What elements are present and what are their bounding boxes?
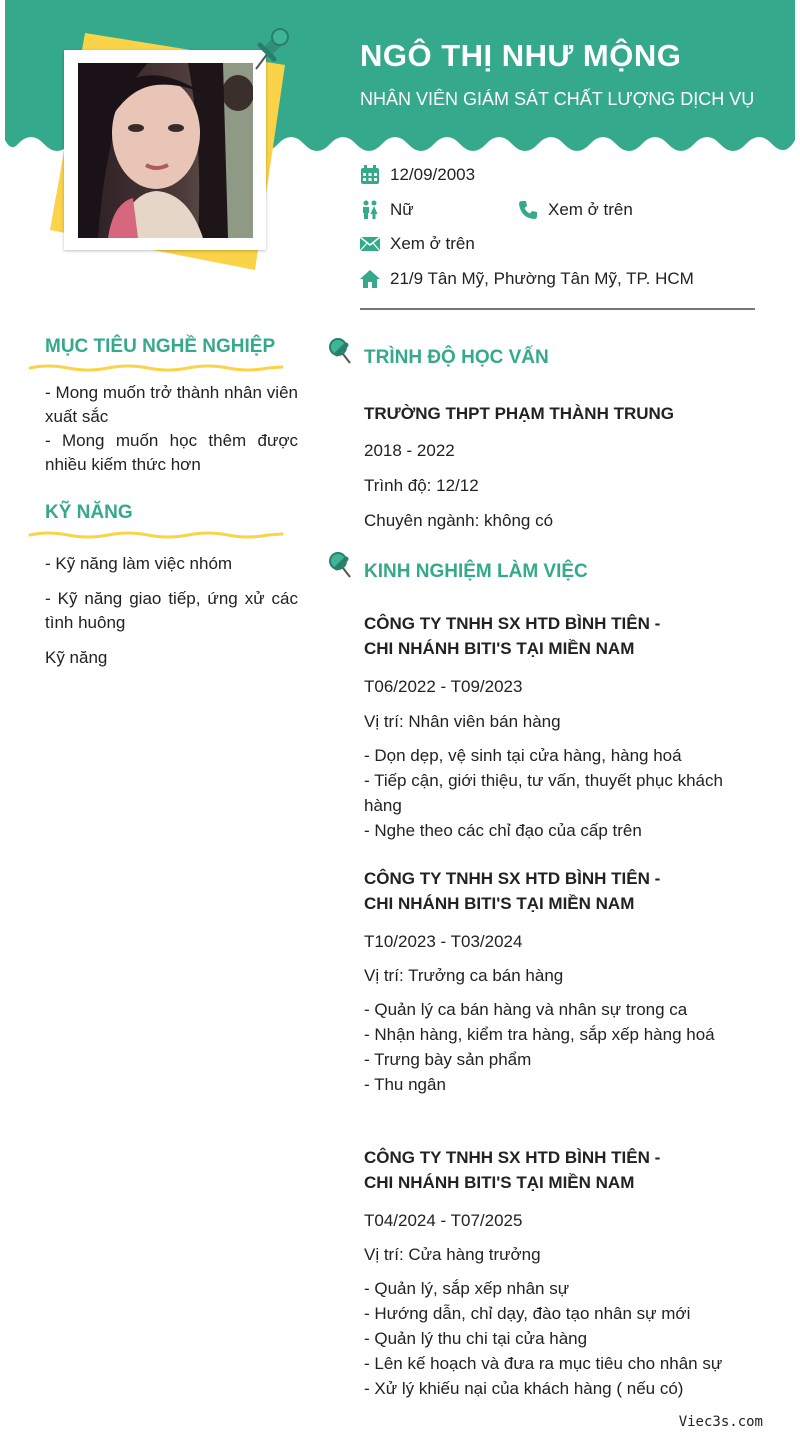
job-duties (364, 1276, 759, 1401)
birthday-value: 12/09/2003 (390, 165, 476, 184)
home-icon (360, 269, 380, 289)
job-company: CÔNG TY TNHH SX HTD BÌNH TIÊN - CHI NHÁNH BITI'S TẠI MIỀN NAM (364, 614, 661, 658)
job-position: Vị trí: Trưởng ca bán hàng (364, 966, 564, 985)
education-years: 2018 - 2022 (364, 441, 455, 460)
skills-title: KỸ NĂNG (45, 502, 133, 523)
job-duty: - Hướng dẫn, chỉ dạy, đào tạo nhân sự mới (364, 1304, 691, 1323)
objective-text (45, 381, 298, 477)
watermark: Viec3s.com (678, 1414, 763, 1430)
address-row (360, 269, 694, 289)
skill-item: Kỹ năng (45, 648, 108, 667)
objective-line: - Mong muốn học thêm được nhiều kiếm thức hơn (45, 431, 298, 474)
job-title: NHÂN VIÊN GIÁM SÁT CHẤT LƯỢNG DỊCH VỤ (360, 89, 755, 109)
header-divider (360, 308, 755, 310)
profile-photo (78, 63, 253, 238)
email-icon (360, 234, 380, 254)
gender-value: Nữ (390, 200, 414, 219)
job-duties (364, 743, 734, 843)
candidate-name: NGÔ THỊ NHƯ MỘNG (360, 38, 682, 73)
job-duty: - Tiếp cận, giới thiệu, tư vấn, thuyết phục khách hàng (364, 771, 723, 815)
skill-item: - Kỹ năng làm việc nhóm (45, 554, 233, 573)
job-duty: - Thu ngân (364, 1075, 446, 1094)
objective-title: MỤC TIÊU NGHỀ NGHIỆP (45, 336, 276, 357)
education-level: Trình độ: 12/12 (364, 476, 479, 495)
job-duty: - Xử lý khiếu nại của khách hàng ( nếu có) (364, 1379, 684, 1398)
job-position: Vị trí: Nhân viên bán hàng (364, 712, 561, 731)
job-period: T06/2022 - T09/2023 (364, 677, 523, 696)
pushpin-icon (328, 337, 356, 367)
job-company: CÔNG TY TNHH SX HTD BÌNH TIÊN - CHI NHÁNH BITI'S TẠI MIỀN NAM (364, 1148, 661, 1192)
job-duty: - Quản lý, sắp xếp nhân sự (364, 1279, 570, 1298)
birthday-row (360, 165, 475, 185)
calendar-icon (360, 165, 380, 185)
education-title: TRÌNH ĐỘ HỌC VẤN (364, 347, 549, 368)
email-row (360, 234, 475, 254)
job-duties (364, 997, 759, 1097)
phone-value: Xem ở trên (548, 200, 633, 219)
objective-line: - Mong muốn trở thành nhân viên xuất sắc (45, 383, 298, 426)
job-duty: - Quản lý thu chi tại cửa hàng (364, 1329, 588, 1348)
phone-icon (518, 200, 538, 220)
job-period: T10/2023 - T03/2024 (364, 932, 523, 951)
experience-title: KINH NGHIỆM LÀM VIỆC (364, 561, 588, 582)
profile-photo-frame (64, 50, 266, 250)
education-major: Chuyên ngành: không có (364, 511, 554, 530)
pushpin-icon (250, 25, 292, 73)
skill-item: - Kỹ năng giao tiếp, ứng xử các tình huông (45, 589, 298, 632)
address-value: 21/9 Tân Mỹ, Phường Tân Mỹ, TP. HCM (390, 269, 694, 288)
gender-icon (360, 200, 380, 220)
pushpin-icon (328, 551, 356, 581)
job-duty: - Nghe theo các chỉ đạo của cấp trên (364, 821, 642, 840)
job-duty: - Nhận hàng, kiểm tra hàng, sắp xếp hàng hoá (364, 1025, 715, 1044)
school-name: TRƯỜNG THPT PHẠM THÀNH TRUNG (364, 404, 675, 423)
job-company: CÔNG TY TNHH SX HTD BÌNH TIÊN - CHI NHÁNH BITI'S TẠI MIỀN NAM (364, 869, 661, 913)
skills-underline (28, 529, 284, 539)
job-duty: - Dọn dẹp, vệ sinh tại cửa hàng, hàng hoá (364, 746, 682, 765)
objective-underline (28, 362, 284, 372)
job-position: Vị trí: Cửa hàng trưởng (364, 1245, 541, 1264)
job-duty: - Trưng bày sản phẩm (364, 1050, 532, 1069)
job-duty: - Quản lý ca bán hàng và nhân sự trong ca (364, 1000, 688, 1019)
phone-row (518, 200, 633, 220)
email-value: Xem ở trên (390, 234, 475, 253)
job-period: T04/2024 - T07/2025 (364, 1211, 523, 1230)
job-duty: - Lên kế hoạch và đưa ra mục tiêu cho nhân sự (364, 1354, 723, 1373)
gender-row (360, 200, 414, 220)
